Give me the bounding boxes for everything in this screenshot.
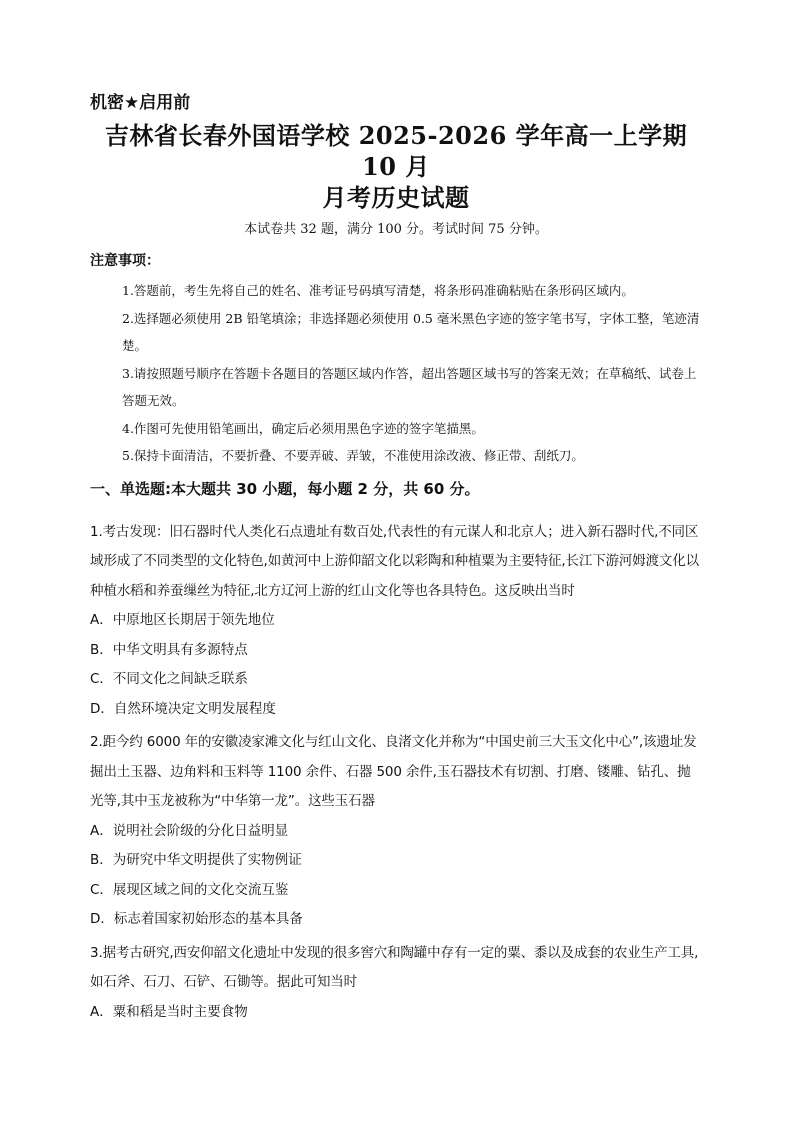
option-c: C．展现区域之间的文化交流互鉴	[90, 881, 289, 898]
notice-title: 注意事项：	[90, 253, 160, 269]
question-stem: 1.考古发现：旧石器时代人类化石点遗址有数百处,代表性的有元谋人和北京人；进入新石器时代,不同区域形成了不同类型的文化特色,如黄河中上游仰韶文化以彩陶和种植粟为主要特征,长江下游河姆渡文化以种植水稻和养蚕缫丝为特征,北方辽河上游的红山文化等也各具特色。这反映出当时	[90, 523, 700, 599]
option-a: A．中原地区长期居于领先地位	[90, 612, 275, 628]
notice-item: 3.请按照题号顺序在答题卡各题目的答题区域内作答，超出答题区域书写的答案无效；在草稿纸、试卷上答题无效。	[122, 365, 697, 408]
exam-subtitle: 本试卷共 32 题，满分 100 分。考试时间 75 分钟。	[244, 222, 548, 237]
exam-title	[90, 120, 702, 213]
option-a: A．粟和稻是当时主要食物	[90, 1003, 248, 1020]
option-b: B．为研究中华文明提供了实物例证	[90, 852, 302, 868]
question-stem: 3.据考古研究,西安仰韶文化遗址中发现的很多窖穴和陶罐中存有一定的粟、黍以及成套的农业生产工具,如石斧、石刀、石铲、石锄等。据此可知当时	[90, 944, 699, 990]
exam-page	[90, 92, 702, 1031]
notice-item: 1.答题前，考生先将自己的姓名、准考证号码填写清楚，将条形码准确粘贴在条形码区域内。	[122, 283, 634, 298]
exam-title-line1: 吉林省长春外国语学校 2025-2026 学年高一上学期 10 月	[104, 121, 688, 181]
notice-item: 4.作图可先使用铅笔画出，确定后必须用黑色字迹的签字笔描黑。	[122, 420, 484, 436]
notice-item: 2.选择题必须使用 2B 铅笔填涂；非选择题必须使用 0.5 毫米黑色字迹的签字笔书写，字体工整，笔迹清楚。	[122, 310, 700, 353]
question-stem: 2.距今约 6000 年的安徽凌家滩文化与红山文化、良渚文化并称为“中国史前三大玉文化中心”,该遗址发掘出土玉器、边角料和玉料等 1100 余件、石器 500 余件,玉石器技术有切割、打磨、镂雕、钻孔、抛光等,其中玉龙被称为“中华第一龙”。这些玉石器	[90, 734, 697, 809]
option-d: D．标志着国家初始形态的基本具备	[90, 911, 303, 927]
section-title: 一、单选题:本大题共 30 小题，每小题 2 分，共 60 分。	[90, 479, 480, 498]
option-d: D．自然环境决定文明发展程度	[90, 700, 276, 717]
confidential-label: 机密★启用前	[90, 93, 191, 113]
notice-list	[90, 277, 702, 470]
notice-item: 5.保持卡面清洁，不要折叠、不要弄破、弄皱，不准使用涂改液、修正带、刮纸刀。	[122, 448, 584, 463]
option-b: B．中华文明具有多源特点	[90, 641, 248, 658]
option-c: C．不同文化之间缺乏联系	[90, 671, 248, 687]
question-2	[90, 728, 702, 935]
exam-title-line2: 月考历史试题	[322, 183, 470, 212]
question-1	[90, 518, 702, 725]
option-a: A．说明社会阶级的分化日益明显	[90, 822, 289, 839]
question-3	[90, 939, 702, 1028]
